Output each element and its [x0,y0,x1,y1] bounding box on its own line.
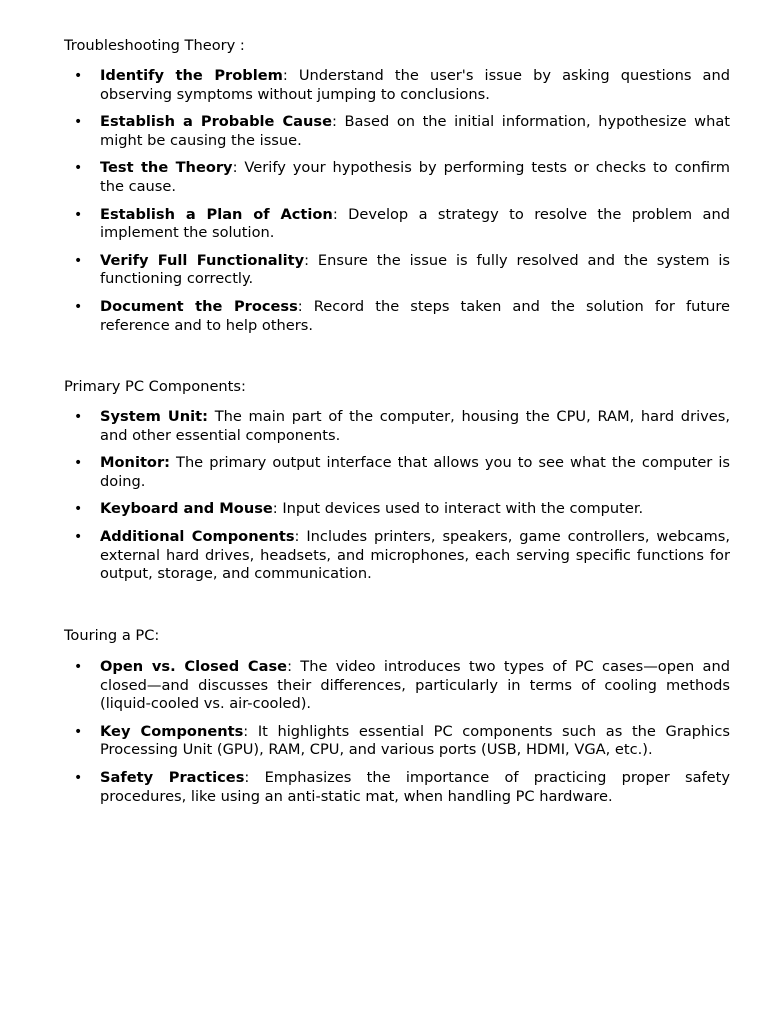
item-text: : Includes printers, speakers, game controllers, webcams, external hard drives, headsets, and microphones, each serving specific functions for output, storage, and communication. [100,527,730,583]
item-term: Establish a Probable Cause [100,113,332,131]
section-troubleshooting-theory [64,36,730,335]
bullet-icon: • [74,455,83,472]
bullet-icon: • [74,528,83,545]
item-term: Monitor: [100,454,170,472]
list-item [64,298,730,335]
item-term: Additional Components [100,527,295,545]
section-heading: Primary PC Components: [64,378,246,395]
bullet-icon: • [74,298,83,315]
item-text: : Verify your hypothesis by performing tests or checks to confirm the cause. [100,159,730,195]
list-item [64,528,730,584]
list-item [64,252,730,289]
bullet-icon: • [74,160,83,177]
item-term: System Unit: [100,408,208,425]
bullet-list [64,408,730,584]
bullet-icon: • [74,659,83,675]
list-item [64,408,730,445]
item-term: Establish a Plan of Action [100,205,333,223]
item-text: The primary output interface that allows you to see what the computer is doing. [100,454,730,490]
item-term: Keyboard and Mouse [100,500,273,518]
item-text: : Ensure the issue is fully resolved and the system is functioning correctly. [100,251,730,288]
item-text: : Record the steps taken and the solution for future reference and to help others. [100,297,730,334]
item-term: Safety Practices [100,768,245,786]
section-primary-pc-components [64,377,730,584]
section-heading: Touring a PC: [64,627,160,644]
section-heading: Troubleshooting Theory : [64,37,245,54]
item-text: : Emphasizes the importance of practicing proper safety procedures, like using an anti-static mat, when handling PC hardware. [100,768,731,805]
list-item [64,206,730,243]
bullet-icon: • [74,409,83,425]
bullet-icon: • [74,723,83,740]
item-term: Key Components [100,722,244,740]
item-term: Identify the Problem [100,67,283,84]
bullet-icon: • [74,501,83,518]
bullet-icon: • [74,206,83,223]
list-item [64,454,730,491]
item-term: Verify Full Functionality [100,251,305,269]
bullet-icon: • [74,769,83,786]
item-text: : It highlights essential PC components such as the Graphics Processing Unit (GPU), RAM, CPU, and various ports (USB, HDMI, VGA, etc.). [100,722,730,759]
item-text: : Develop a strategy to resolve the problem and implement the solution. [100,205,730,242]
item-term: Test the Theory [100,159,233,177]
section-touring-a-pc [64,626,730,806]
list-item [64,67,730,104]
item-text: : Based on the initial information, hypothesize what might be causing the issue. [100,113,730,149]
bullet-icon: • [74,252,83,269]
bullet-icon: • [74,68,83,84]
bullet-list [64,658,730,806]
list-item [64,658,730,714]
item-text: The main part of the computer, housing the CPU, RAM, hard drives, and other essential components. [100,408,730,444]
item-text: : Understand the user's issue by asking questions and observing symptoms without jumping to conclusions. [100,67,730,103]
bullet-icon: • [74,114,83,131]
list-item [64,769,730,806]
item-text: : Input devices used to interact with the computer. [272,500,644,518]
list-item [64,159,730,196]
list-item [64,500,730,519]
list-item [64,723,730,760]
bullet-list [64,67,730,335]
list-item [64,113,730,150]
item-text: : The video introduces two types of PC cases—open and closed—and discusses their differences, particularly in terms of cooling methods (liquid-cooled vs. air-cooled). [100,658,730,713]
item-term: Open vs. Closed Case [100,658,288,675]
item-term: Document the Process [100,297,298,315]
